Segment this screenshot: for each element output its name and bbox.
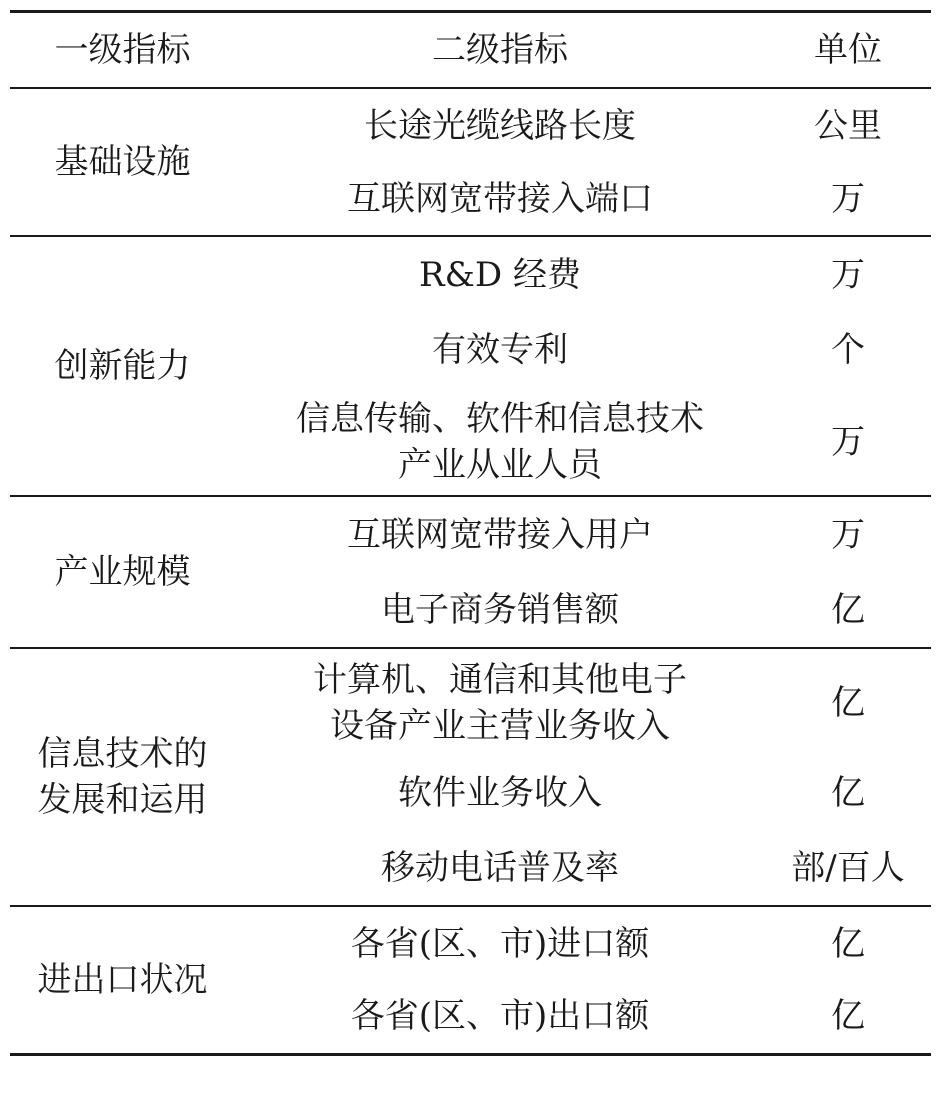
indicator-cell: 有效专利 xyxy=(432,330,568,370)
indicator-cell: 长途光缆线路长度 xyxy=(364,105,636,146)
unit-cell: 亿 xyxy=(831,682,865,723)
header-secondary-indicator: 二级指标 xyxy=(432,30,568,70)
indicator-cell: 各省(区、市)进口额 xyxy=(350,923,650,964)
table-row xyxy=(10,906,931,980)
unit-cell: 亿 xyxy=(831,773,865,813)
group-infrastructure xyxy=(10,88,931,236)
indicator-line: 设备产业主营业务收入 xyxy=(330,705,670,746)
indicator-cell xyxy=(235,648,765,756)
unit-cell: 公里 xyxy=(814,105,882,146)
unit-cell: 万 xyxy=(831,421,865,462)
indicator-line: 信息传输、软件和信息技术 xyxy=(296,398,704,439)
header-unit: 单位 xyxy=(814,30,882,70)
table-row xyxy=(10,648,931,756)
group-industry-scale xyxy=(10,496,931,648)
group-name: 创新能力 xyxy=(54,346,191,386)
header-primary-indicator: 一级指标 xyxy=(54,30,191,70)
group-name-line: 发展和运用 xyxy=(37,780,208,820)
unit-cell: 万 xyxy=(831,254,865,295)
indicator-cell: 移动电话普及率 xyxy=(381,847,619,888)
unit-cell: 个 xyxy=(831,330,865,370)
group-name: 产业规模 xyxy=(54,552,191,592)
group-innovation xyxy=(10,236,931,496)
table-row xyxy=(10,496,931,572)
unit-cell: 亿 xyxy=(831,589,865,630)
indicator-cell: 互联网宽带接入用户 xyxy=(347,514,653,555)
unit-cell: 万 xyxy=(831,514,865,555)
unit-cell: 部/百人 xyxy=(791,847,905,888)
group-import-export xyxy=(10,906,931,1054)
indicator-line: 产业从业人员 xyxy=(398,444,602,485)
group-name: 进出口状况 xyxy=(37,959,208,1000)
indicator-cell: 各省(区、市)出口额 xyxy=(350,996,650,1037)
indicator-line: 计算机、通信和其他电子 xyxy=(313,659,687,700)
indicator-table xyxy=(10,10,931,1056)
header-row xyxy=(10,12,931,89)
indicator-cell: 互联网宽带接入端口 xyxy=(347,178,653,219)
indicator-cell xyxy=(235,388,765,496)
table-row xyxy=(10,236,931,312)
unit-cell: 亿 xyxy=(831,923,865,964)
table-header xyxy=(10,12,931,89)
indicator-cell: 软件业务收入 xyxy=(398,773,602,813)
group-name: 基础设施 xyxy=(54,142,191,182)
unit-cell: 亿 xyxy=(831,996,865,1037)
group-it-development xyxy=(10,648,931,906)
unit-cell: 万 xyxy=(831,178,865,219)
indicator-cell: R&D 经费 xyxy=(419,254,581,295)
table-row xyxy=(10,88,931,162)
indicator-cell: 电子商务销售额 xyxy=(381,589,619,630)
group-name-line: 信息技术的 xyxy=(37,734,208,774)
group-name xyxy=(10,648,235,906)
